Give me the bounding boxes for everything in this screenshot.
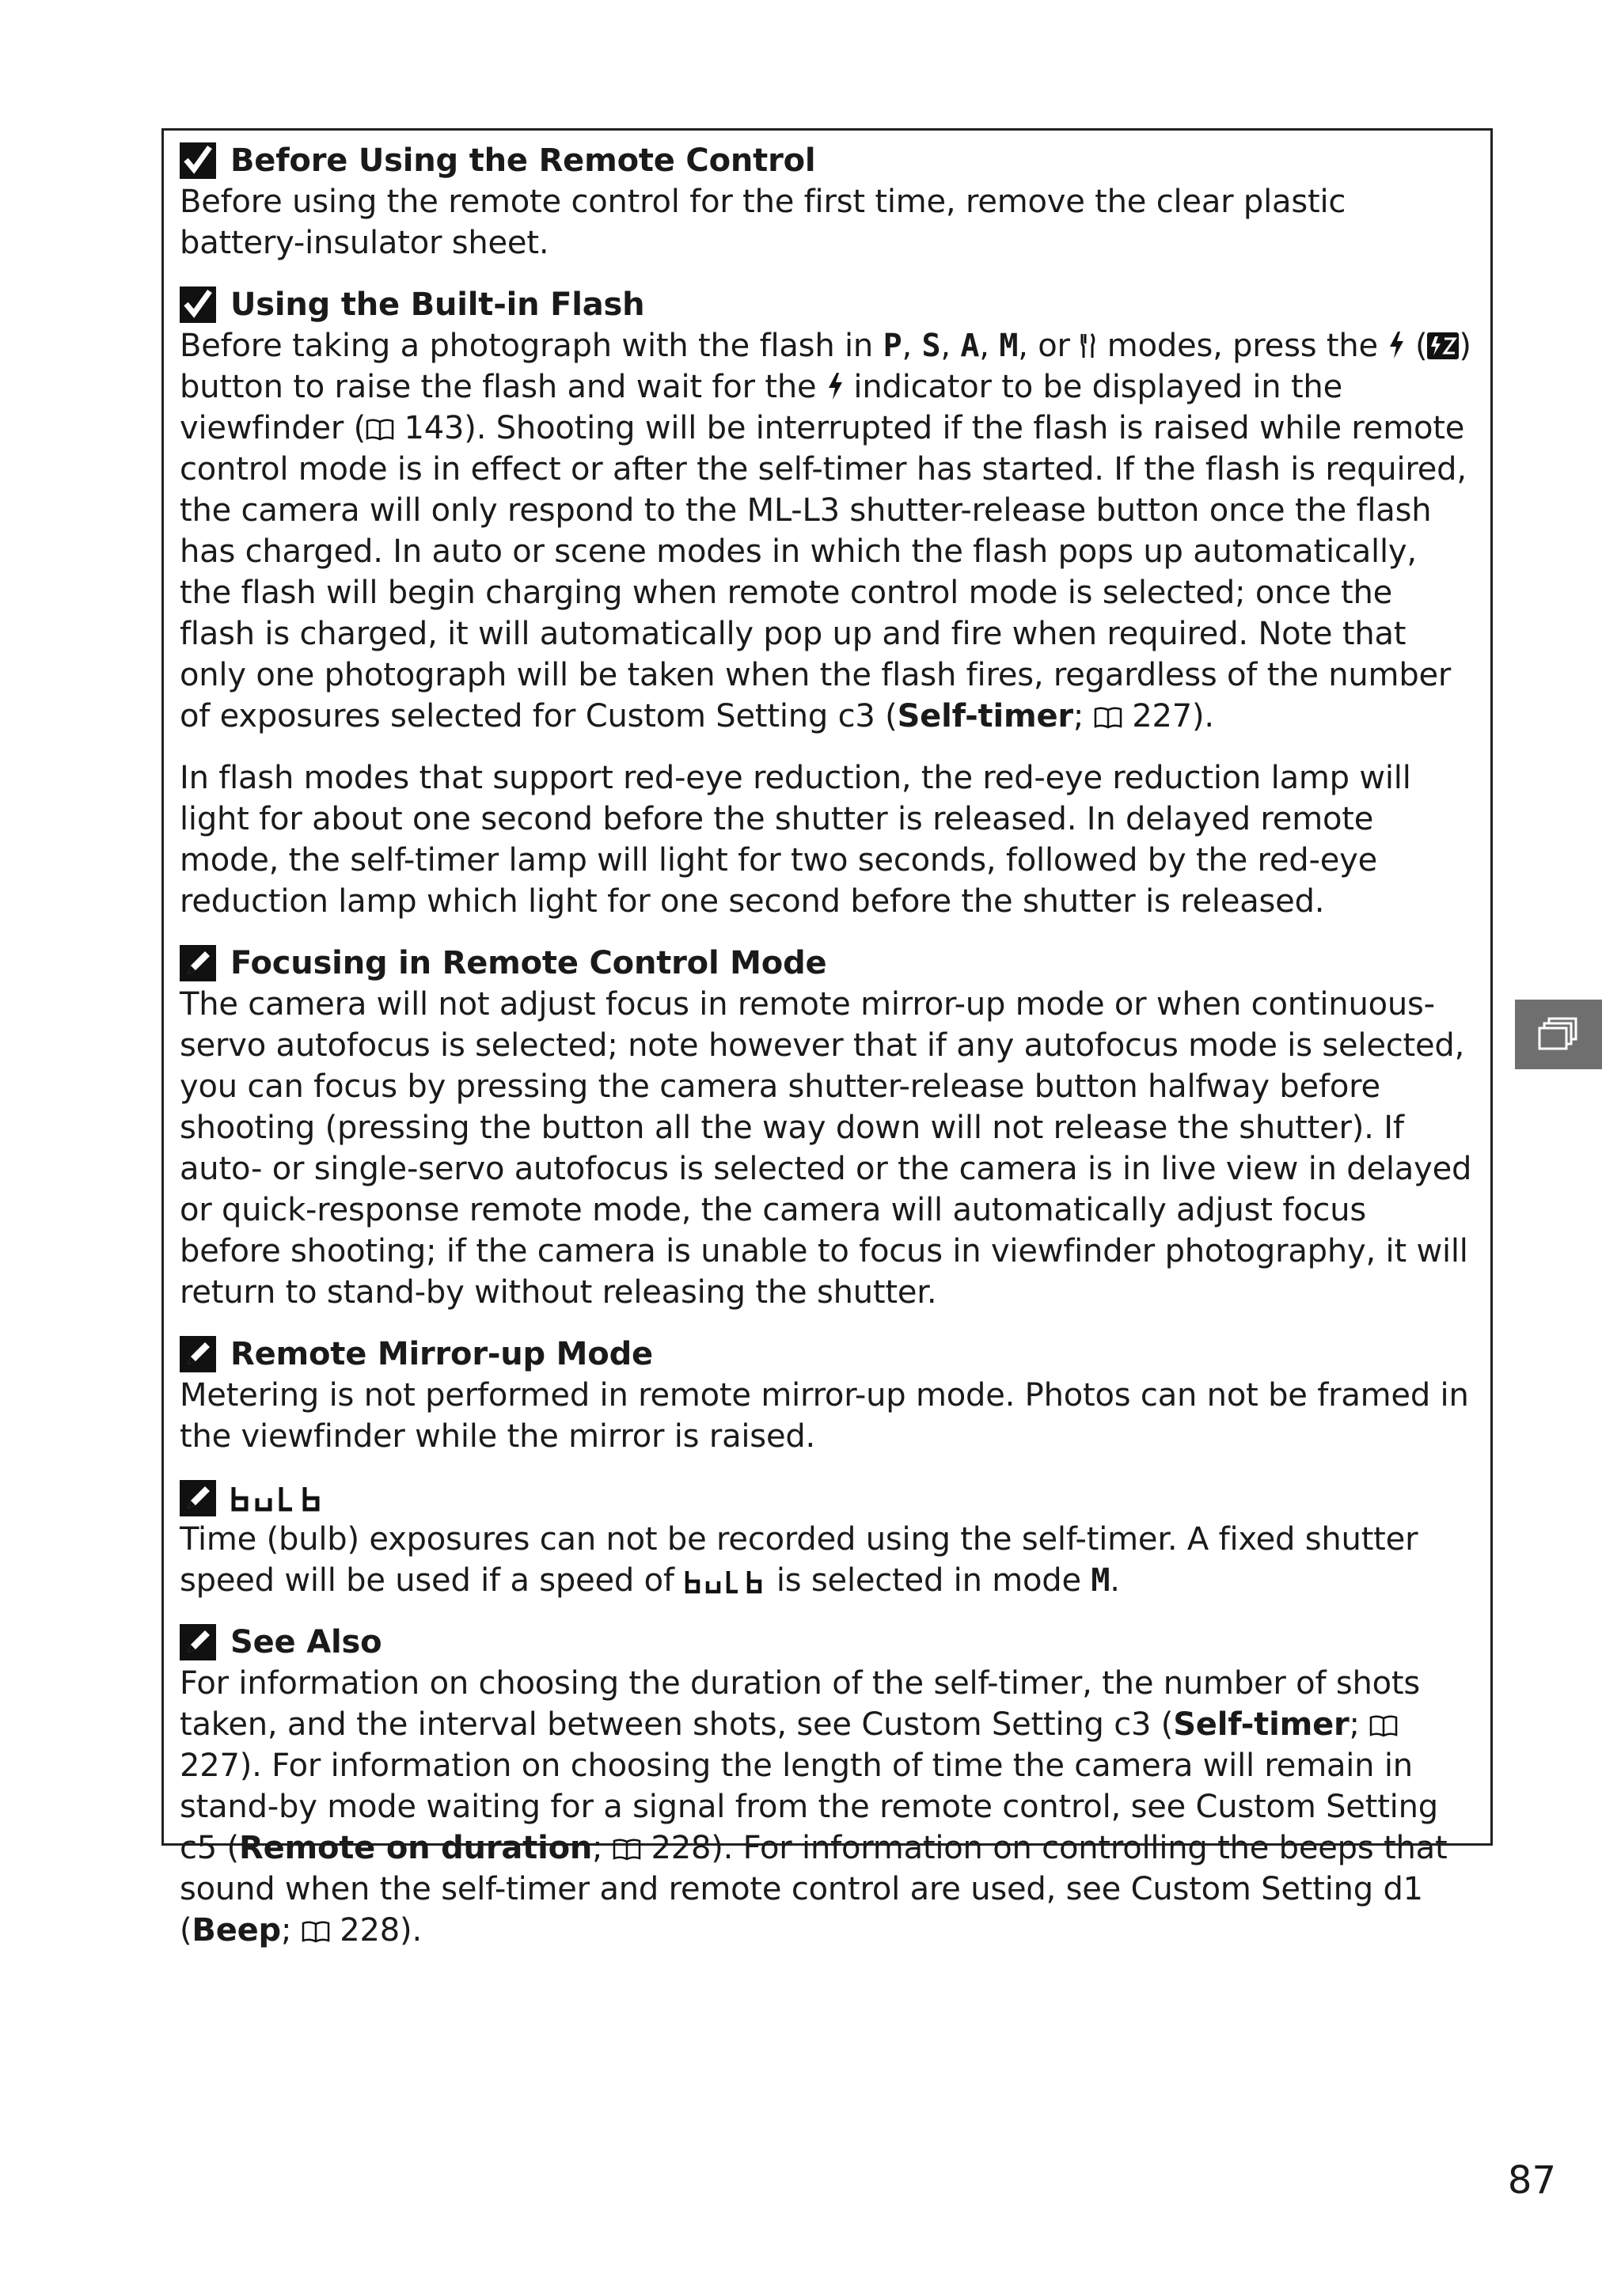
section-body: Before taking a photograph with the flash in P, S, A, M, or modes, press the ( ) button to raise the flash and wait for the indicator to be displayed in the viewfinder ( 143). Shooting will be interrupted if the flash is raised while remote control mode is in effect or after the self-timer has started. If the flash is required, the camera will only respond to the ML-L3 shutter-release button once the flash has charged. In auto or scene modes in which the flash pops up automatically, the flash will begin charging when remote control mode is selected; once the flash is charged, it will automatically pop up and fire when required. Note that only one photograph will be taken when the flash fires, regardless of the number of exposures selected for Custom Setting c3 (Self-timer; 227).: [180, 328, 1471, 734]
section-heading: [180, 1622, 1475, 1663]
section-heading: [180, 1334, 1475, 1375]
section-built-in-flash: [180, 284, 1475, 922]
section-heading: [180, 140, 1475, 181]
section-title: See Also: [230, 1624, 382, 1660]
bulb-lcd-glyph: [684, 1569, 766, 1594]
mode-s-symbol: S: [921, 328, 941, 364]
section-remote-mirror-up: [180, 1334, 1475, 1457]
section-body: Before using the remote control for the first time, remove the clear plastic battery-insulator sheet.: [180, 184, 1346, 261]
section-body: Time (bulb) exposures can not be recorded using the self-timer. A fixed shutter speed will be used if a speed of is selected in mode M.: [180, 1521, 1418, 1599]
bold-term: Beep: [192, 1912, 281, 1949]
check-caution-icon: [180, 142, 216, 179]
section-body: In flash modes that support red-eye reduction, the red-eye reduction lamp will light for about one second before the shutter is released. In delayed remote mode, the self-timer lamp will light for two seconds, followed by the red-eye reduction lamp which light for one second before the shutter is released.: [180, 760, 1411, 920]
page-reference-icon: [613, 1838, 641, 1861]
bold-term: Remote on duration: [238, 1830, 593, 1866]
bold-term: Self-timer: [897, 698, 1073, 734]
page-reference-icon: [366, 418, 394, 442]
notes-box: [161, 128, 1493, 1949]
mode-p-symbol: P: [883, 328, 902, 364]
page-number: 87: [1507, 2158, 1556, 2203]
section-body: Metering is not performed in remote mirror-up mode. Photos can not be framed in the viewfinder while the mirror is raised.: [180, 1377, 1469, 1455]
section-bulb: [180, 1478, 1475, 1601]
section-title: Focusing in Remote Control Mode: [230, 945, 827, 981]
section-focusing-remote: [180, 943, 1475, 1313]
section-see-also: [180, 1622, 1475, 1951]
section-before-using-remote: [180, 140, 1475, 264]
section-heading: [180, 1478, 1475, 1519]
flash-icon: [826, 372, 844, 400]
section-heading: [180, 943, 1475, 984]
section-heading: [180, 284, 1475, 325]
pencil-note-icon: [180, 1624, 216, 1660]
mode-a-symbol: A: [960, 328, 980, 364]
page-reference-icon: [302, 1920, 330, 1944]
section-title: Using the Built-in Flash: [230, 287, 645, 323]
page-reference-icon: [1369, 1714, 1398, 1738]
flash-compensation-icon: [1427, 332, 1459, 359]
mode-m-symbol: M: [999, 328, 1019, 364]
pencil-note-icon: [180, 1336, 216, 1372]
bold-term: Self-timer: [1173, 1706, 1350, 1743]
page-reference-icon: [1094, 706, 1122, 730]
flash-icon: [1388, 331, 1405, 359]
pencil-note-icon: [180, 1480, 216, 1516]
section-title: Remote Mirror-up Mode: [230, 1336, 653, 1372]
section-body: The camera will not adjust focus in remote mirror-up mode or when continuous-servo autofocus is selected; note however that if any autofocus mode is selected, you can focus by pressing the camera shutter-release button halfway before shooting (pressing the button all the way down will not release the shutter). If auto- or single-servo autofocus is selected or the camera is in live view in delayed or quick-response remote mode, the camera will automatically adjust focus before shooting; if the camera is unable to focus in viewfinder photography, it will return to stand-by without releasing the shutter.: [180, 986, 1472, 1311]
mode-m-symbol: M: [1091, 1562, 1110, 1599]
section-title: Before Using the Remote Control: [230, 142, 816, 179]
chapter-tab: [1515, 1000, 1602, 1069]
food-mode-icon: [1080, 332, 1097, 359]
section-body: For information on choosing the duration of the self-timer, the number of shots taken, and the interval between shots, see Custom Setting c3 (Self-timer; 227). For information on choosing the length of time the camera will remain in stand-by mode waiting for a signal from the remote control, see Custom Setting c5 (Remote on duration; 228). For information on controlling the beeps that sound when the self-timer and remote control are used, see Custom Setting d1 (Beep; 228).: [180, 1665, 1448, 1949]
release-mode-icon: [1538, 1017, 1579, 1052]
bulb-lcd-glyph: [230, 1484, 325, 1512]
pencil-note-icon: [180, 945, 216, 981]
check-caution-icon: [180, 287, 216, 323]
